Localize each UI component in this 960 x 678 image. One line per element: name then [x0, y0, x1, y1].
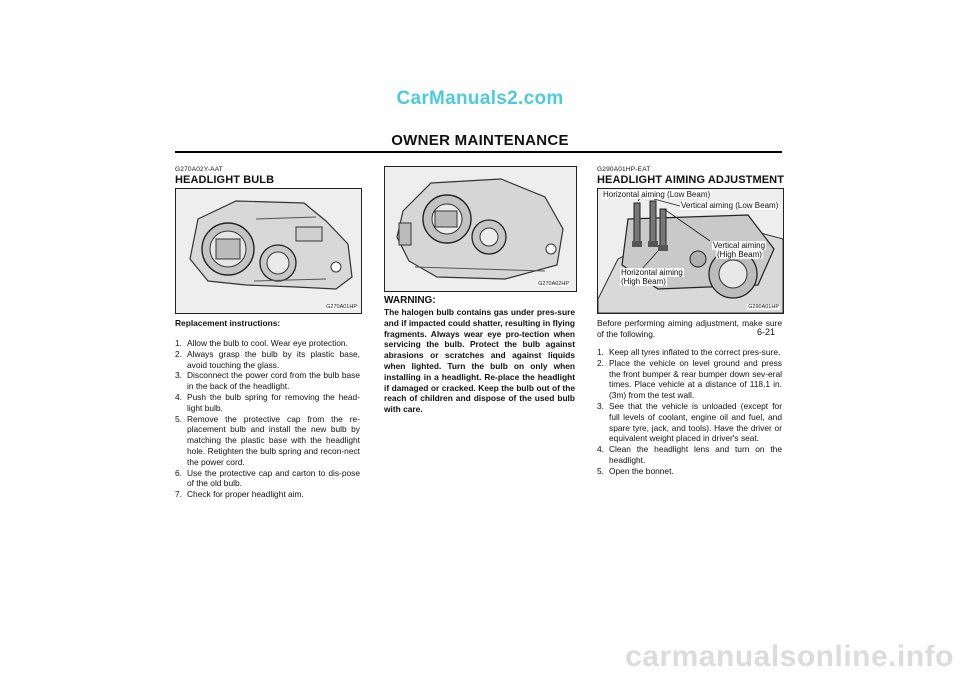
figure-headlight-rear	[175, 188, 362, 314]
list-item: 7. Check for proper headlight aim.	[175, 489, 304, 500]
heading-aiming-adjustment: HEADLIGHT AIMING ADJUSTMENT	[597, 174, 785, 186]
list-item: 1. Allow the bulb to cool. Wear eye protection.	[175, 338, 348, 348]
title-rule	[175, 151, 782, 153]
callout-vertical-high-beam-1: Vertical aiming	[713, 241, 766, 250]
aiming-intro: Before performing aiming adjustment, make sure of the following.	[597, 318, 782, 339]
figure-aiming-screws	[597, 188, 784, 314]
section-code-headlight-bulb: G270A02Y-AAT	[175, 166, 223, 173]
list-item: 1. Keep all tyres inflated to the correct pres-sure.	[597, 347, 781, 357]
figure-code-g290a01hp: G290A01HP	[748, 304, 779, 310]
figure-code-g270a01hp: G270A01HP	[326, 304, 357, 310]
warning-title: WARNING:	[384, 295, 436, 306]
list-item: 2. Place the vehicle on level ground and press the front bumper & rear bumper down sev-eral times. Place vehicle at a distance of 118.1 in. (3m) from the test wall.	[597, 357, 782, 401]
list-item: 3. See that the vehicle is unloaded (except for full levels of coolant, engine oil and fuel, and spare tyre, jack, and tools). Have the driver or equivalent weight placed in driver's seat.	[597, 400, 782, 444]
list-item: 4. Clean the headlight lens and turn on the headlight.	[597, 444, 782, 465]
warning-text: The halogen bulb contains gas under pres-sure and if impacted could shatter, resulting in flying fragments. Always wear eye pro-tection when servicing the bulb. Protect the bulb against abrasions or scratches and against liquids when lighted. Turn the bulb on only when installing in a headlight. Re-place the headlight if damaged or cracked. Keep the bulb out of the reach of children and dispose of the used bulb with care.	[384, 307, 575, 415]
callout-horizontal-low-beam: Horizontal aiming (Low Beam)	[603, 190, 711, 199]
list-item: 3. Disconnect the power cord from the bulb base in the back of the headlight.	[175, 370, 360, 392]
callout-vertical-low-beam: Vertical aiming (Low Beam)	[681, 201, 779, 210]
figure-headlight-side	[384, 166, 577, 292]
replacement-intro: Replacement instructions:	[175, 318, 281, 328]
callout-horizontal-high-beam-2: (High Beam)	[621, 277, 666, 286]
list-item: 6. Use the protective cap and carton to dis-pose of the old bulb.	[175, 467, 360, 489]
section-code-aiming: G290A01HP-EAT	[597, 166, 651, 173]
aiming-steps	[597, 347, 782, 477]
callout-vertical-high-beam-2: (High Beam)	[717, 250, 762, 259]
list-item: 5. Remove the protective cap from the re-placement bulb and install the new bulb by matching the plastic base with the headlight hole. Retighten the bulb spring and recon-nect the power cord.	[175, 413, 360, 467]
heading-headlight-bulb: HEADLIGHT BULB	[175, 174, 275, 186]
headlight-side-drawing	[385, 167, 576, 291]
replacement-steps	[175, 338, 360, 500]
callout-horizontal-high-beam-1: Horizontal aiming	[621, 268, 683, 277]
watermark-bottom[interactable]: carmanualsonline.info	[625, 640, 954, 673]
figure-code-g270a02hp: G270A02HP	[538, 281, 569, 287]
watermark-top[interactable]: CarManuals2.com	[396, 88, 564, 109]
page-number: 6-21	[757, 327, 776, 337]
page-title: OWNER MAINTENANCE	[391, 132, 569, 149]
list-item: 2. Always grasp the bulb by its plastic base, avoid touching the glass.	[175, 348, 360, 370]
headlight-rear-drawing	[176, 189, 361, 313]
list-item: 4. Push the bulb spring for removing the head-light bulb.	[175, 391, 360, 413]
list-item: 5. Open the bonnet.	[597, 465, 674, 476]
